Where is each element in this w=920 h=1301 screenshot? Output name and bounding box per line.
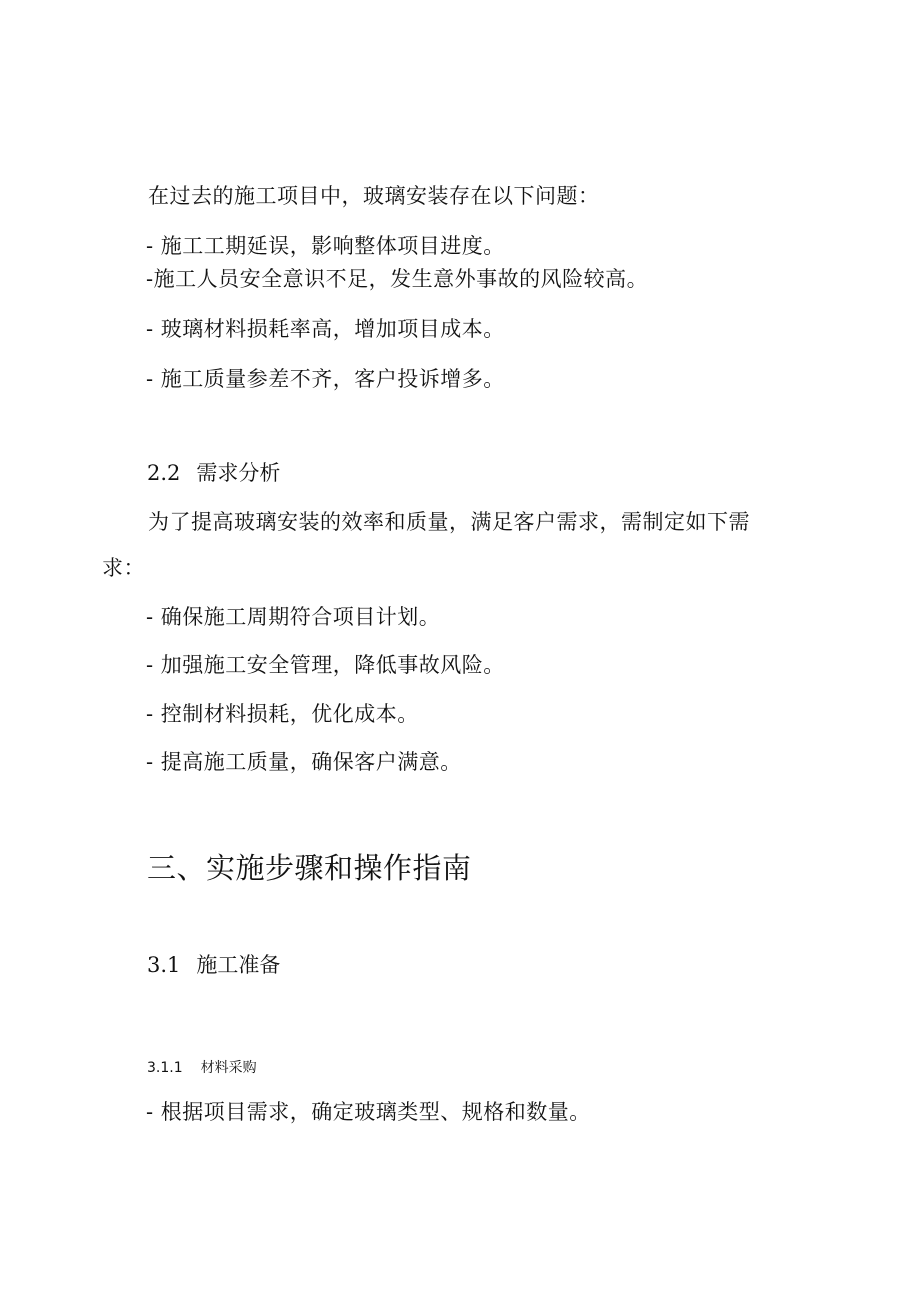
section-number: 2.2 [147, 461, 181, 485]
section-heading-3-1-1 [147, 1061, 257, 1075]
section-title: 材料采购 [200, 1060, 257, 1076]
need-item: - 加强施工安全管理，降低事故风险。 [146, 653, 505, 677]
needs-intro-line-1: 为了提高玻璃安装的效率和质量，满足客户需求，需制定如下需 [148, 510, 750, 534]
need-item: - 确保施工周期符合项目计划。 [146, 605, 441, 629]
problem-item: - 施工工期延误，影响整体项目进度。 [146, 234, 505, 258]
problem-item: - 玻璃材料损耗率高，增加项目成本。 [146, 317, 505, 341]
chapter-heading-3: 三、实施步骤和操作指南 [147, 851, 472, 885]
section-title: 施工准备 [196, 953, 281, 977]
needs-intro-line-2: 求： [102, 556, 145, 580]
section-heading-3-1 [147, 955, 280, 976]
section-heading-2-2 [147, 463, 280, 484]
problem-item: -施工人员安全意识不足，发生意外事故的风险较高。 [146, 267, 649, 291]
need-item: - 提高施工质量，确保客户满意。 [146, 750, 462, 774]
need-item: - 控制材料损耗，优化成本。 [146, 702, 419, 726]
section-title: 需求分析 [196, 461, 281, 485]
intro-paragraph: 在过去的施工项目中，玻璃安装存在以下问题： [148, 184, 600, 208]
problem-item: - 施工质量参差不齐，客户投诉增多。 [146, 367, 505, 391]
procurement-item: - 根据项目需求，确定玻璃类型、规格和数量。 [146, 1100, 591, 1124]
section-number: 3.1.1 [147, 1060, 183, 1076]
section-number: 3.1 [147, 953, 181, 977]
